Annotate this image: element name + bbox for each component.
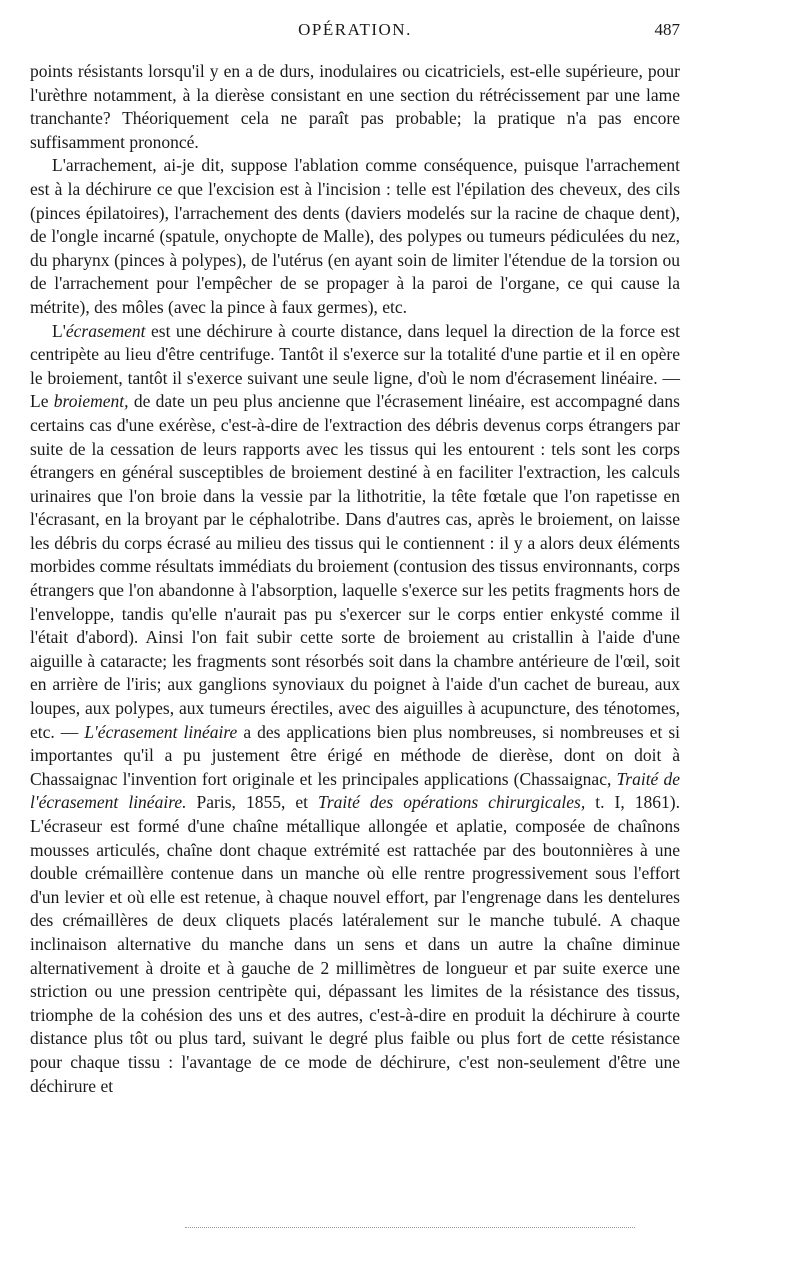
italic-run: L'écrasement linéaire xyxy=(84,721,238,742)
italic-run: Traité des opérations chirurgicales, xyxy=(318,792,586,813)
running-header xyxy=(30,20,680,42)
book-page xyxy=(30,20,680,1260)
text-run: Paris, 1855, et xyxy=(186,792,319,813)
text-run: t. I, 1861). L'écraseur est formé d'une chaîne métallique allongée et aplatie, composée de chaînons mousses articulés, chaîne dont chaque extrémité est rattachée par des boutonnières à une double crémaillère contenue dans un manche où elle rentre progressivement sous l'effort d'un levier et où elle est retenue, à chaque nouvel effort, par l'engrenage dans les dentelures des crémaillères de deux cliquets placés latéralement sur le manche tubulé. A chaque inclinaison alternative du manche dans un sens et dans un autre la chaîne diminue alternativement à droite et à gauche de 2 millimètres de longueur et par suite exerce une striction ou une pression centripète qui, dépassant les limites de la résistance des tissus, triomphe de la cohésion des uns et des autres, c'est-à-dire en produit la déchirure à courte distance plus tôt ou plus tard, suivant le degré plus faible ou plus fort de cette résistance pour chaque tissu : l'avantage de ce mode de déchirure, c'est non-seulement d'être une déchirure et xyxy=(30,792,680,1096)
text-run: de date un peu plus ancienne que l'écrasement linéaire, est accompagné dans certains cas d'une exérèse, c'est-à-dire de l'extraction des débris devenus corps étrangers par suite de la cessation de leurs rapports avec les tissus qui les entourent : tels sont les corps étrangers en général susceptibles de broiement destiné à en faciliter l'extraction, les calculs urinaires que l'on broie dans la vessie par la lithotritie, la tête fœtale que l'on rapetisse en l'écrasant, en la broyant par le céphalotribe. Dans d'autres cas, après le broiement, on laisse les débris du corps écrasé au milieu des tissus qui le contiennent : il y a alors deux éléments morbides comme résultats immédiats du broiement (contusion des tissus environnants, corps étrangers que l'on abandonne à l'absorption, laquelle s'exerce sur les petits fragments hors de l'enveloppe, tandis qu'elle n'aurait pas pu s'exercer sur le corps entier enkysté comme il l'était d'abord). Ainsi l'on fait subir cette sorte de broiement au cristallin à l'aide d'une aiguille à cataracte; les fragments sont résorbés soit dans la chambre antérieure de l'œil, soit en arrière de l'iris; aux ganglions synoviaux du poignet à l'aide d'un cachet de bureau, aux loupes, aux polypes, aux tumeurs érectiles, avec des aiguilles à acupuncture, des ténotomes, etc. — xyxy=(30,391,680,742)
text-run: L'arrachement, ai-je dit, suppose l'ablation comme conséquence, puisque l'arrachement est à la déchirure ce que l'excision est à l'incision : telle est l'épilation des cheveux, des cils (pinces épilatoires), l'arrachement des dents (daviers modelés sur la racine de chaque dent), de l'ongle incarné (spatule, onychopte de Malle), des polypes ou tumeurs pédiculées du nez, du pharynx (pinces à polypes), de l'utérus (en ayant soin de limiter l'étendue de la torsion ou de l'arrachement pour l'empêcher de se propager à la paroi de l'organe, ce qui cause la métrite), des môles (avec la pince à faux germes), etc. xyxy=(30,155,680,317)
running-title: OPÉRATION. xyxy=(298,20,412,39)
italic-run: Traité de l'écrasement linéaire. xyxy=(30,768,680,813)
italic-run: écrasement xyxy=(65,320,146,341)
body-text xyxy=(30,60,680,1098)
footer-rule xyxy=(185,1227,635,1228)
text-run: L' xyxy=(52,320,66,341)
paragraph xyxy=(30,60,680,154)
text-run: points résistants lorsqu'il y en a de durs, inodulaires ou cicatriciels, est-elle supérieure, pour l'urèthre notamment, à la dierèse consistant en une section du rétrécissement par une lame tranchante? Théoriquement cela ne paraît pas probable; la pratique n'a pas encore suffisamment prononcé. xyxy=(30,61,680,152)
paragraph xyxy=(30,320,680,1099)
text-run: est une déchirure à courte distance, dans lequel la direction de la force est centripète au lieu d'être centrifuge. Tantôt il s'exerce sur la totalité d'une partie et il en opère le broiement, tantôt il s'exerce suivant une seule ligne, d'où le nom d'écrasement linéaire. — Le xyxy=(30,320,680,412)
text-run: a des applications bien plus nombreuses, si nombreuses et si importantes qu'il a pu justement être érigé en méthode de dierèse, dont on doit à Chassaignac l'invention fort originale et les principales applications (Chassaignac, xyxy=(30,721,680,789)
paragraph xyxy=(30,154,680,319)
italic-run: broiement, xyxy=(53,391,129,412)
page-number: 487 xyxy=(654,20,680,39)
